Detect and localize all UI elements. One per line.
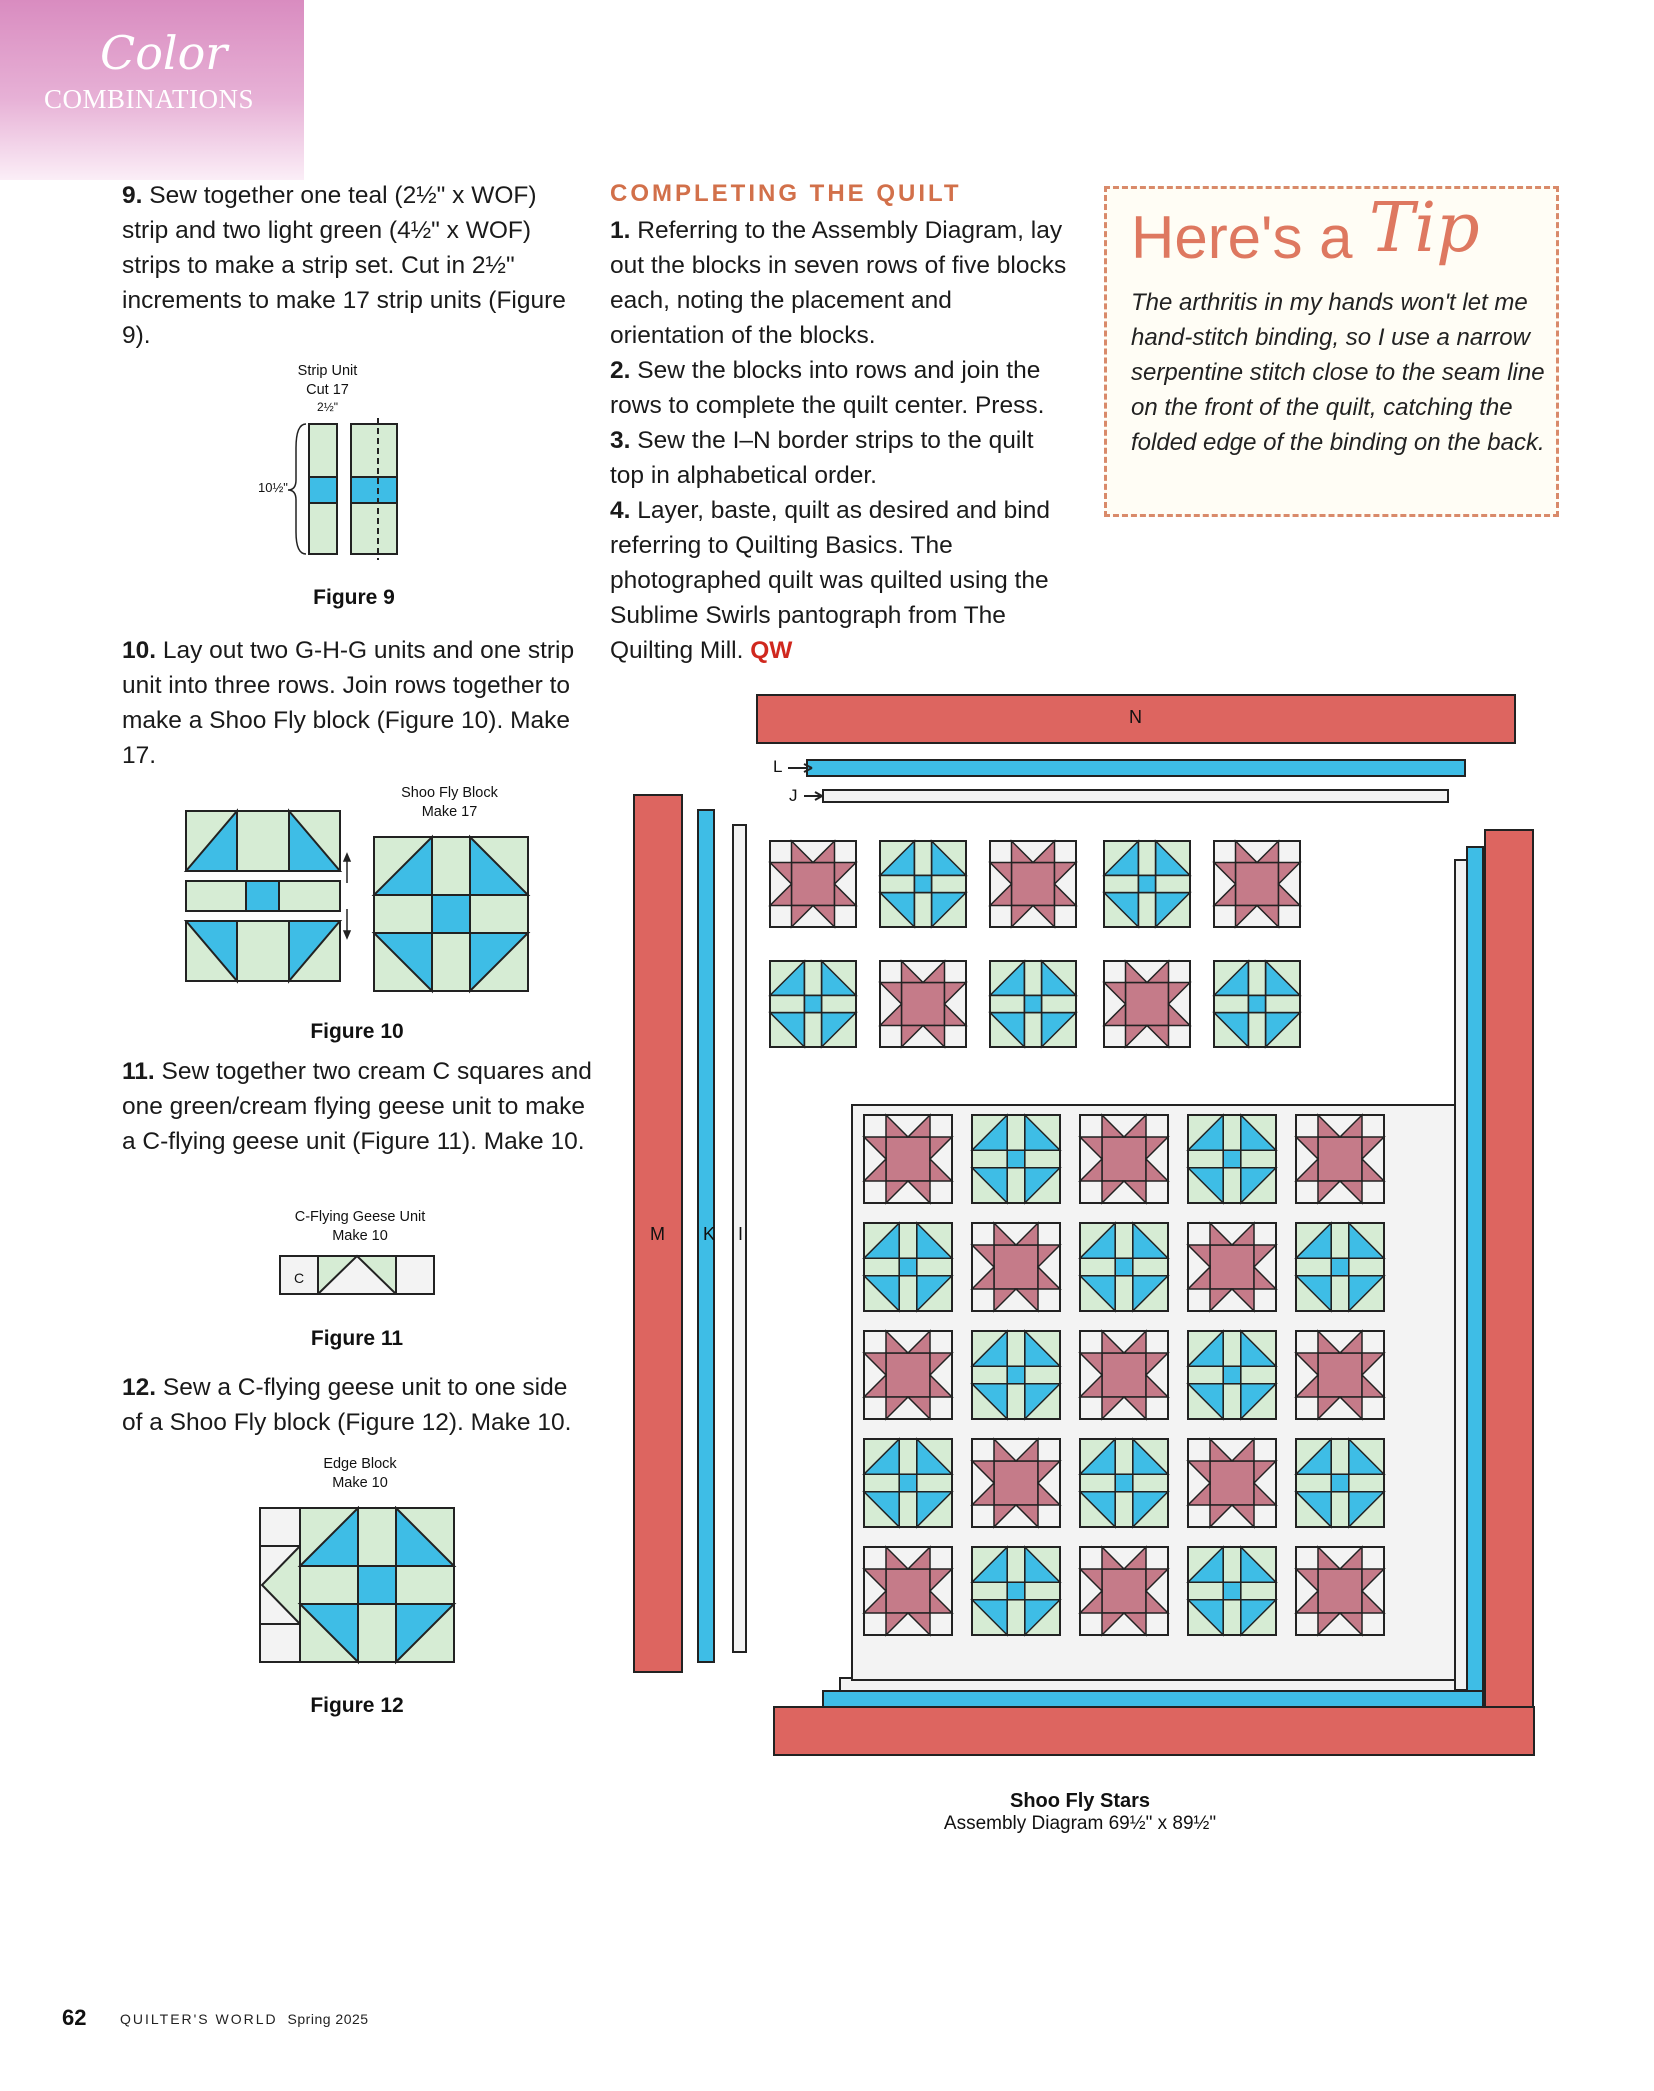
border-j xyxy=(823,790,1448,802)
quilt-blocks xyxy=(770,841,1455,1680)
fig11-caption: Figure 11 xyxy=(310,1327,404,1350)
border-right-teal xyxy=(1467,847,1483,1707)
border-l xyxy=(807,760,1465,776)
step-number: 10. xyxy=(122,637,157,664)
fig9-title: Strip Unit Cut 17 2½" xyxy=(297,363,358,414)
assembly-caption-sub: Assembly Diagram 69½" x 89½" xyxy=(943,1813,1217,1834)
completing-step-3: 3. Sew the I–N border strips to the quilt top in alphabetical order. xyxy=(610,427,1034,489)
fig12-title: Edge Block Make 10 xyxy=(323,1456,397,1491)
step-10 xyxy=(122,633,582,773)
step-12 xyxy=(122,1370,592,1440)
fig10-caption: Figure 10 xyxy=(310,1020,404,1043)
tip-box xyxy=(1104,186,1559,517)
tip-title-script: Tip xyxy=(1369,189,1480,268)
step-text: Sew a C-flying geese unit to one side of a Shoo Fly block (Figure 12). Make 10. xyxy=(122,1374,572,1436)
qw-end-mark: QW xyxy=(750,637,793,664)
border-bottom-red xyxy=(774,1707,1534,1755)
label-n: N xyxy=(1129,707,1142,727)
step-number: 11. xyxy=(122,1058,155,1085)
fig11-c-label: C xyxy=(294,1270,305,1286)
label-k: K xyxy=(703,1224,716,1244)
fig10-title: Shoo Fly Block Make 17 xyxy=(401,785,498,820)
fig12-caption: Figure 12 xyxy=(310,1694,404,1717)
label-i: I xyxy=(738,1224,744,1244)
assembly-caption xyxy=(900,1790,1260,1835)
tip-text: The arthritis in my hands won't let me hand-stitch binding, so I use a narrow serpentine stitch close to the seam line on the front of the quilt, catching the folded edge of the binding on the back. xyxy=(1131,289,1545,456)
step-9 xyxy=(122,178,582,353)
footer-magazine: QUILTER'S WORLD Spring 2025 xyxy=(120,2011,369,2027)
step-text: Sew together one teal (2½" x WOF) strip and two light green (4½" x WOF) strips to make a strip set. Cut in 2½" increments to make 17 strip units (Figure 9). xyxy=(122,182,566,349)
step-text: Lay out two G-H-G units and one strip unit into three rows. Join rows together to make a Shoo Fly block (Figure 10). Make 17. xyxy=(122,637,575,769)
section-header-graphic xyxy=(0,0,304,180)
label-j: J xyxy=(789,786,798,805)
header-caps-word: COMBINATIONS xyxy=(44,84,255,114)
completing-step-1: 1. Referring to the Assembly Diagram, lay out the blocks in seven rows of five blocks each, noting the placement and orientation of the blocks. xyxy=(610,217,1067,349)
completing-steps xyxy=(610,213,1070,668)
completing-step-4: 4. Layer, baste, quilt as desired and bind referring to Quilting Basics. The photographed quilt was quilted using the Sublime Swirls pantograph from The Quilting Mill. QW xyxy=(610,497,1050,664)
figure-12-diagram xyxy=(258,1506,458,1666)
figure-10-diagram xyxy=(180,805,540,995)
fig9-caption: Figure 9 xyxy=(313,586,395,609)
header-script-word: Color xyxy=(100,26,228,80)
tip-title: Here's a xyxy=(1131,204,1353,271)
completing-step-2: 2. Sew the blocks into rows and join the rows to complete the quilt center. Press. xyxy=(610,357,1045,419)
fig11-title: C-Flying Geese Unit Make 10 xyxy=(294,1209,426,1244)
step-number: 12. xyxy=(122,1374,157,1401)
page-number: 62 xyxy=(62,2005,87,2030)
step-text: Sew together two cream C squares and one green/cream flying geese unit to make a C-flying geese unit (Figure 11). Make 10. xyxy=(122,1058,592,1155)
label-l: L xyxy=(773,757,783,776)
border-right-cream xyxy=(1455,860,1467,1690)
label-m: M xyxy=(650,1224,665,1244)
completing-heading: COMPLETING THE QUILT xyxy=(610,180,962,207)
step-11 xyxy=(122,1054,592,1159)
step-number: 9. xyxy=(122,182,143,209)
fig9-height-label: 10½" xyxy=(258,480,288,495)
assembly-caption-title: Shoo Fly Stars xyxy=(1009,1790,1151,1812)
border-right-red xyxy=(1485,830,1533,1740)
border-bottom-teal xyxy=(823,1691,1483,1707)
